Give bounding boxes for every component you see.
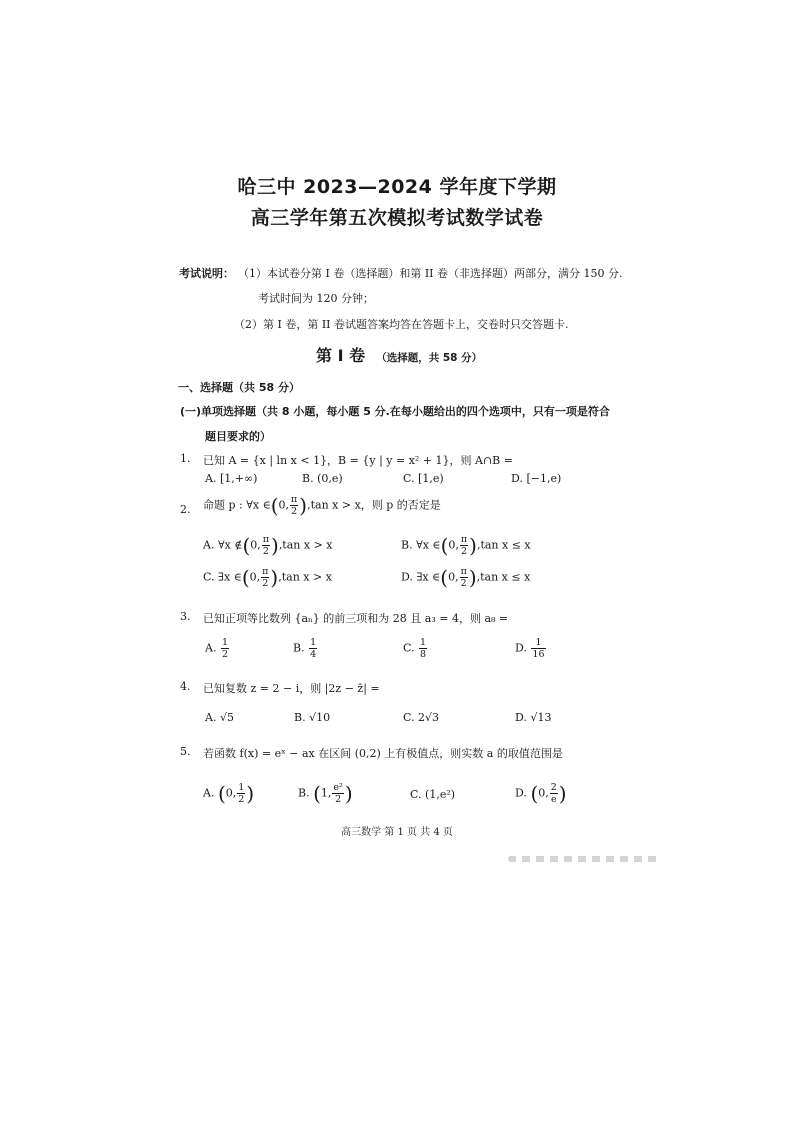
question-5-option-d: D. (0, $\frac{2}{e}$ )	[515, 781, 567, 806]
volume-heading	[316, 343, 482, 366]
question-3-stem: 已知正项等比数列 {aₙ} 的前三项和为 28 且 a₃ = 4，则 a₈ =	[203, 612, 509, 625]
instructions-label: 考试说明：	[179, 267, 234, 280]
question-5-stem: 若函数 f(x) = eˣ − ax 在区间 (0,2) 上有极值点，则实数 a 的取值范围是	[203, 747, 563, 760]
instructions-line3: （2）第 I 卷，第 II 卷试题答案均答在答题卡上，交卷时只交答题卡.	[234, 318, 569, 331]
question-4-stem: 已知复数 z = 2 − i，则 |2z − z̄| =	[203, 682, 380, 695]
question-5-number: 5.	[180, 745, 191, 758]
question-4-option-d: D. √13	[515, 711, 552, 724]
question-5-option-b: B. (1, $\frac{\text{e²}}{2}$ )	[298, 781, 353, 806]
question-5-option-c: C. (1,e²)	[410, 788, 456, 801]
question-2-number: 2.	[180, 503, 191, 516]
question-3-option-a: A. $\frac{1}{2}$	[205, 637, 228, 660]
exam-title-line2: 高三学年第五次模拟考试数学试卷	[250, 207, 544, 229]
question-4-option-a: A. √5	[205, 711, 234, 724]
question-1-option-a: A. [1,+∞)	[205, 472, 258, 485]
question-2-option-a: A. ∀x ∉(0, $\frac{\pi}{2}$ ),tan x > x	[203, 533, 333, 558]
instructions-line1: （1）本试卷分第 I 卷（选择题）和第 II 卷（非选择题）两部分，满分 150 分.	[238, 267, 623, 280]
question-4-option-c: C. 2√3	[403, 711, 440, 724]
question-4-option-b: B. √10	[294, 711, 331, 724]
question-1-option-d: D. [−1,e)	[511, 472, 562, 485]
question-3-option-c: C. $\frac{1}{8}$	[403, 637, 427, 660]
question-3-number: 3.	[180, 610, 191, 623]
subsection-line2: 题目要求的）	[205, 430, 271, 443]
volume-note: （选择题，共 58 分）	[376, 352, 483, 364]
volume-title: 第 I 卷	[316, 346, 366, 365]
question-1-stem: 已知 A = {x | ln x < 1}，B = {y | y = x² + 1}，则 A∩B =	[203, 454, 513, 467]
exam-title-line1: 哈三中 2023—2024 学年度下学期	[237, 176, 557, 198]
question-1-option-c: C. [1,e)	[403, 472, 444, 485]
question-2-option-b: B. ∀x ∈(0, $\frac{\pi}{2}$ ),tan x ≤ x	[401, 533, 531, 558]
question-2-option-d: D. ∃x ∈(0, $\frac{\pi}{2}$ ),tan x ≤ x	[401, 565, 531, 590]
scan-smudge	[508, 856, 658, 862]
question-2-option-c: C. ∃x ∈(0, $\frac{\pi}{2}$ ),tan x > x	[203, 565, 332, 590]
subsection-line1: (一)单项选择题（共 8 小题，每小题 5 分.在每小题给出的四个选项中，只有一项是符合	[180, 405, 610, 418]
instructions-line2: 考试时间为 120 分钟；	[258, 292, 374, 305]
question-2-stem: 命题 p : ∀x ∈(0, $\frac{\pi}{2}$ ),tan x > x，则 p 的否定是	[203, 493, 441, 518]
question-3-option-b: B. $\frac{1}{4}$	[293, 637, 317, 660]
page-footer: 高三数学 第 1 页 共 4 页	[341, 827, 453, 838]
question-4-number: 4.	[180, 680, 191, 693]
question-1-number: 1.	[180, 452, 191, 465]
question-1-option-b: B. (0,e)	[302, 472, 343, 485]
question-5-option-a: A. (0, $\frac{1}{2}$ )	[203, 781, 255, 806]
question-3-option-d: D. $\frac{1}{16}$	[515, 637, 545, 660]
section-heading: 一、选择题（共 58 分）	[178, 381, 300, 394]
